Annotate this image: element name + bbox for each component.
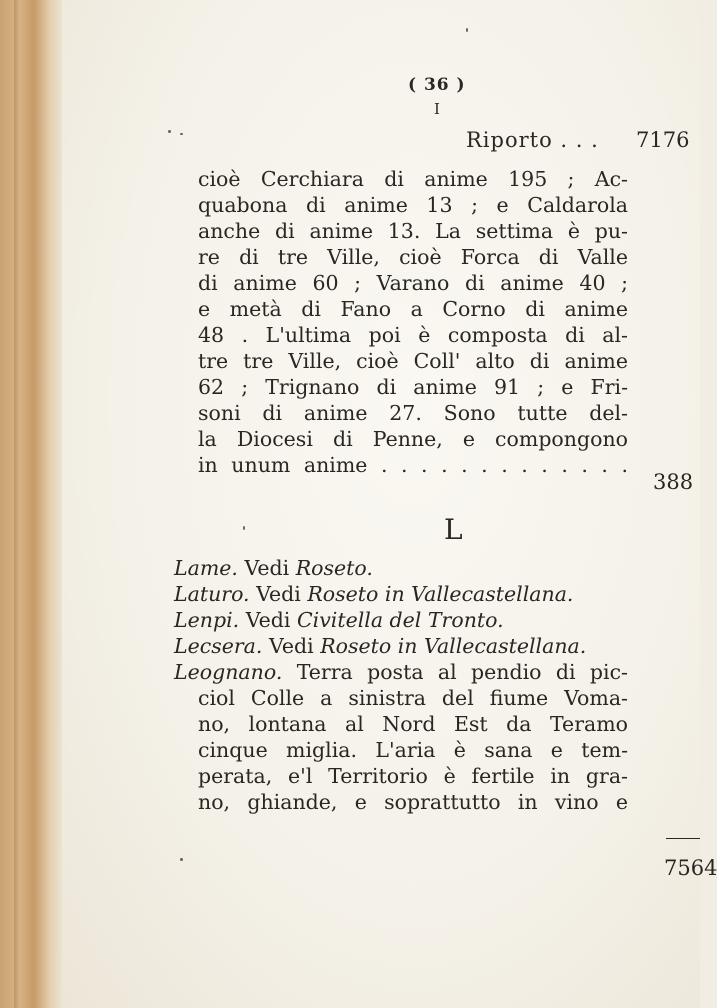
text-line: re di tre Ville, cioè Forca di Valle <box>198 245 628 269</box>
text-line: cioè Cerchiara di anime 195 ; Ac- <box>198 167 628 191</box>
ink-speck <box>243 526 245 530</box>
text-line: soni di anime 27. Sono tutte del- <box>198 401 628 425</box>
text-line: 62 ; Trignano di anime 91 ; e Fri- <box>198 375 628 399</box>
ink-speck <box>168 130 171 133</box>
entry-head: Lame. <box>174 556 238 580</box>
entry-head: Laturo. <box>174 582 250 606</box>
entry-line <box>174 659 628 685</box>
signature-mark: I <box>434 100 440 118</box>
sum-rule <box>666 838 700 839</box>
text-line: la Diocesi di Penne, e compongono <box>198 427 628 451</box>
entry-text: Vedi <box>244 556 290 580</box>
text-line: di anime 60 ; Varano di anime 40 ; <box>198 271 628 295</box>
entry-line <box>174 581 628 607</box>
page-number: ( 36 ) <box>408 75 466 95</box>
entry-text: Vedi <box>245 608 291 632</box>
entry-line <box>174 633 628 659</box>
section-letter: L <box>444 513 463 546</box>
entry-head: Leognano. <box>174 660 283 684</box>
text-line: no, ghiande, e soprattutto in vino e <box>198 790 628 814</box>
text-line: cinque miglia. L'aria è sana e tem- <box>198 738 628 762</box>
entry-text: Vedi <box>256 582 301 606</box>
text-line: ciol Colle a sinistra del fiume Voma- <box>198 686 628 710</box>
text-line: perata, e'l Territorio è fertile in gra- <box>198 764 628 788</box>
text-line: in unum anime . . . . . . . . . . . . . <box>198 453 628 477</box>
entry-ref: Roseto. <box>295 556 373 580</box>
entry-ref: Roseto in Vallecastellana. <box>307 582 574 606</box>
entry-ref: Roseto in Vallecastellana. <box>320 634 587 658</box>
entry-line <box>174 555 628 581</box>
text-line: no, lontana al Nord Est da Teramo <box>198 712 628 736</box>
page-paper <box>62 0 700 1008</box>
text-line: anche di anime 13. La settima è pu- <box>198 219 628 243</box>
entry-head: Lecsera. <box>174 634 263 658</box>
riporto-label: Riporto . . . <box>466 128 599 152</box>
ink-speck <box>180 133 183 135</box>
entry-ref: Civitella del Tronto. <box>296 608 504 632</box>
book-binding-edge <box>0 0 62 1008</box>
entry-head: Lenpi. <box>174 608 240 632</box>
entry-list <box>174 555 628 815</box>
text-line: 48 . L'ultima poi è composta di al- <box>198 323 628 347</box>
entry-text: Vedi <box>268 634 314 658</box>
running-total-bottom: 7564 <box>664 856 717 880</box>
entry-text: Terra posta al pendio di pic- <box>296 660 628 684</box>
entry-line <box>174 607 628 633</box>
text-line: quabona di anime 13 ; e Caldarola <box>198 193 628 217</box>
running-total-mid: 388 <box>653 470 694 494</box>
ink-speck <box>180 858 183 861</box>
paragraph-top <box>198 166 628 478</box>
text-line: tre tre Ville, cioè Coll' alto di anime <box>198 349 628 373</box>
text-line: e metà di Fano a Corno di anime <box>198 297 628 321</box>
ink-speck <box>466 28 468 32</box>
running-total-top: 7176 <box>636 128 690 152</box>
